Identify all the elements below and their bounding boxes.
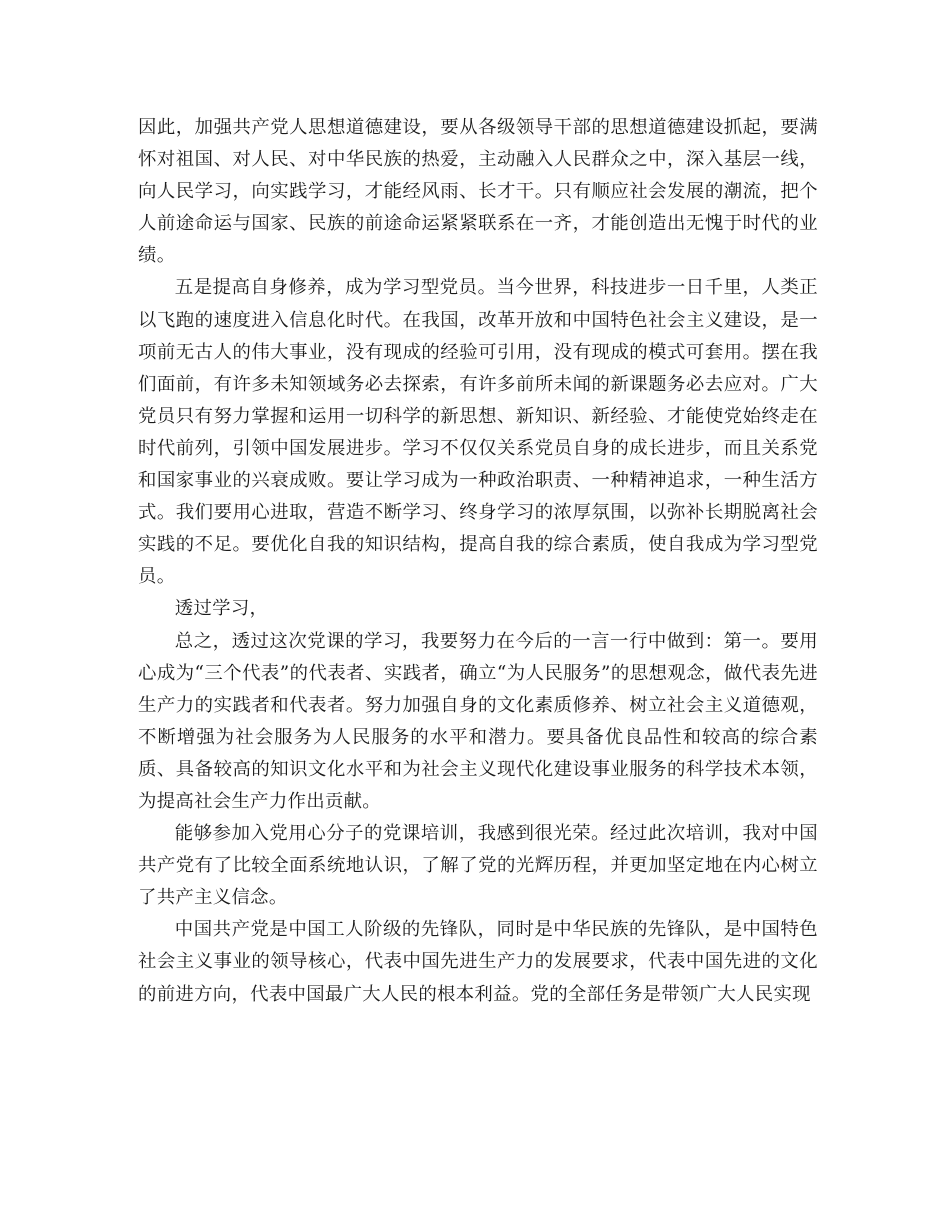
document-body [138,112,818,1011]
paragraph: 因此，加强共产党人思想道德建设，要从各级领导干部的思想道德建设抓起，要满怀对祖国、对人民、对中华民族的热爱，主动融入人民群众之中，深入基层一线，向人民学习，向实践学习，才能经风雨、长才干。只有顺应社会发展的潮流，把个人前途命运与国家、民族的前途命运紧紧联系在一齐，才能创造出无愧于时代的业绩。 [138,117,818,267]
paragraph: 五是提高自身修养，成为学习型党员。当今世界，科技进步一日千里，人类正以飞跑的速度进入信息化时代。在我国，改革开放和中国特色社会主义建设，是一项前无古人的伟大事业，没有现成的经验可引用，没有现成的模式可套用。摆在我们面前，有许多未知领域务必去探索，有许多前所未闻的新课题务必去应对。广大党员只有努力掌握和运用一切科学的新思想、新知识、新经验、才能使党始终走在时代前列，引领中国发展进步。学习不仅仅关系党员自身的成长进步，而且关系党和国家事业的兴衰成败。要让学习成为一种政治职责、一种精神追求，一种生活方式。我们要用心进取，营造不断学习、终身学习的浓厚氛围，以弥补长期脱离社会实践的不足。要优化自我的知识结构，提高自我的综合素质，使自我成为学习型党员。 [138,277,818,588]
paragraph: 中国共产党是中国工人阶级的先锋队，同时是中华民族的先锋队，是中国特色社会主义事业的领导核心，代表中国先进生产力的发展要求，代表中国先进的文化的前进方向，代表中国最广大人民的根本利益。党的全部任务是带领广大人民实现 [138,919,818,1005]
paragraph: 总之，透过这次党课的学习，我要努力在今后的一言一行中做到：第一。要用心成为“三个代表”的代表者、实践者，确立“为人民服务”的思想观念，做代表先进生产力的实践者和代表者。努力加强自身的文化素质修养、树立社会主义道德观，不断增强为社会服务为人民服务的水平和潜力。要具备优良品性和较高的综合素质、具备较高的知识文化水平和为社会主义现代化建设事业服务的科学技术本领，为提高社会生产力作出贡献。 [138,630,818,812]
paragraph: 能够参加入党用心分子的党课培训，我感到很光荣。经过此次培训，我对中国共产党有了比较全面系统地认识，了解了党的光辉历程，并更加坚定地在内心树立了共产主义信念。 [138,823,818,909]
paragraph: 透过学习， [174,598,269,620]
